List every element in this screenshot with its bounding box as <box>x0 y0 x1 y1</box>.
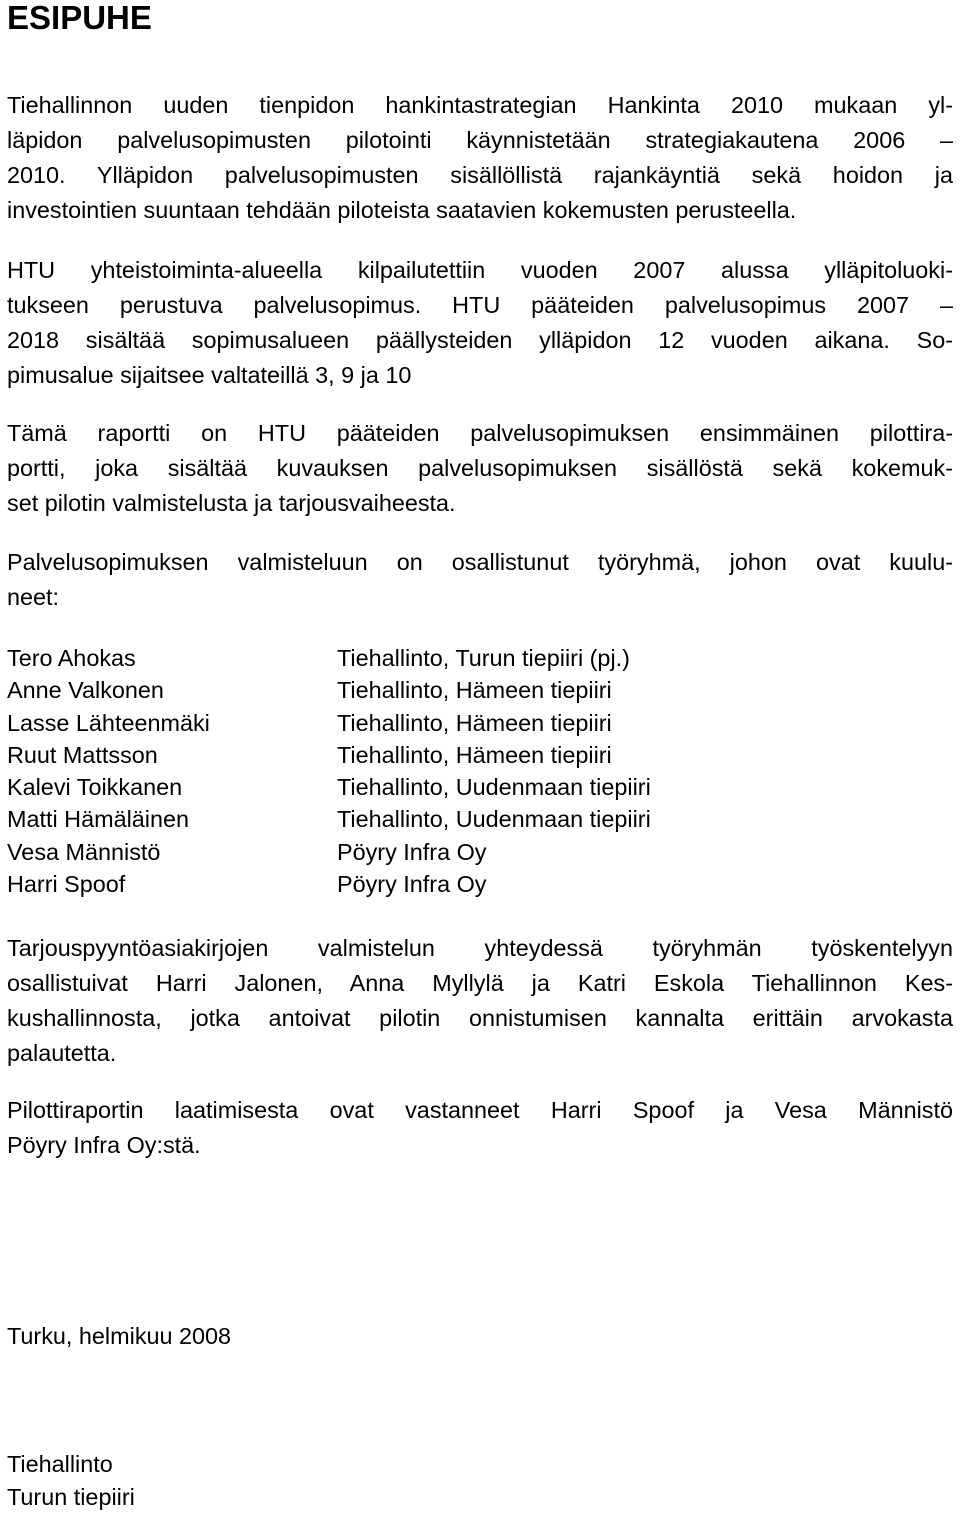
text-line: neet: <box>7 584 60 610</box>
member-name: Ruut Mattsson <box>7 741 158 768</box>
text-line: osallistuivat Harri Jalonen, Anna Myllylä ja Katri Eskola Tiehallinnon Kes- <box>7 970 953 996</box>
member-organization: Tiehallinto, Hämeen tiepiiri <box>337 709 612 736</box>
page-title: ESIPUHE <box>7 0 152 36</box>
member-row <box>7 674 953 706</box>
member-row <box>7 642 953 674</box>
member-name: Harri Spoof <box>7 871 126 898</box>
text-line: 2010. Ylläpidon palvelusopimusten sisällöllistä rajankäyntiä sekä hoidon ja <box>7 162 953 188</box>
text-line: 2018 sisältää sopimusalueen päällysteiden ylläpidon 12 vuoden aikana. So- <box>7 327 953 353</box>
text-line: HTU yhteistoiminta-alueella kilpailutettiin vuoden 2007 alussa ylläpitoluoki- <box>7 257 953 283</box>
member-name: Kalevi Toikkanen <box>7 774 183 801</box>
text-line: Pilottiraportin laatimisesta ovat vastanneet Harri Spoof ja Vesa Männistö <box>7 1097 953 1123</box>
paragraph-report <box>7 416 953 521</box>
member-row <box>7 868 953 900</box>
text-line: palautetta. <box>7 1040 117 1066</box>
member-row <box>7 803 953 835</box>
member-organization: Tiehallinto, Uudenmaan tiepiiri <box>337 806 651 833</box>
paragraph-contract <box>7 253 953 393</box>
text-line: set pilotin valmistelusta ja tarjousvaiheesta. <box>7 490 456 516</box>
member-name: Matti Hämäläinen <box>7 806 190 833</box>
member-row <box>7 771 953 803</box>
signature-unit: Turun tiepiiri <box>7 1484 135 1510</box>
member-name: Anne Valkonen <box>7 677 164 704</box>
text-line: pimusalue sijaitsee valtateillä 3, 9 ja 10 <box>7 362 412 388</box>
member-name: Tero Ahokas <box>7 645 136 671</box>
text-line: Tarjouspyyntöasiakirjojen valmistelun yhteydessä työryhmän työskentelyyn <box>7 935 953 961</box>
member-organization: Tiehallinto, Turun tiepiiri (pj.) <box>337 645 630 671</box>
text-line: Tiehallinnon uuden tienpidon hankintastrategian Hankinta 2010 mukaan yl- <box>7 92 953 118</box>
text-line: tukseen perustuva palvelusopimus. HTU pääteiden palvelusopimus 2007 – <box>7 292 953 318</box>
text-line: läpidon palvelusopimusten pilotointi käynnistetään strategiakautena 2006 – <box>7 127 953 153</box>
member-name: Vesa Männistö <box>7 838 161 865</box>
member-name: Lasse Lähteenmäki <box>7 709 210 736</box>
member-organization: Tiehallinto, Hämeen tiepiiri <box>337 741 612 768</box>
text-line: Tämä raportti on HTU pääteiden palvelusopimuksen ensimmäinen pilottira- <box>7 420 953 446</box>
member-row <box>7 707 953 739</box>
member-row <box>7 739 953 771</box>
place-date: Turku, helmikuu 2008 <box>7 1323 232 1349</box>
member-organization: Tiehallinto, Hämeen tiepiiri <box>337 677 612 704</box>
member-organization: Tiehallinto, Uudenmaan tiepiiri <box>337 774 651 801</box>
paragraph-working-group <box>7 545 953 615</box>
text-line: investointien suuntaan tehdään piloteista saatavien kokemusten perusteella. <box>7 197 797 223</box>
paragraph-authors <box>7 1093 953 1163</box>
text-line: Pöyry Infra Oy:stä. <box>7 1132 201 1158</box>
member-row <box>7 836 953 868</box>
member-list <box>7 642 953 900</box>
signature-organization: Tiehallinto <box>7 1451 113 1477</box>
member-organization: Pöyry Infra Oy <box>337 871 487 898</box>
paragraph-intro <box>7 88 953 228</box>
text-line: kushallinnosta, jotka antoivat pilotin onnistumisen kannalta erittäin arvokasta <box>7 1005 953 1031</box>
text-line: portti, joka sisältää kuvauksen palvelusopimuksen sisällöstä sekä kokemuk- <box>7 455 953 481</box>
member-organization: Pöyry Infra Oy <box>337 838 487 865</box>
text-line: Palvelusopimuksen valmisteluun on osallistunut työryhmä, johon ovat kuulu- <box>7 549 953 575</box>
paragraph-contributors <box>7 931 953 1071</box>
